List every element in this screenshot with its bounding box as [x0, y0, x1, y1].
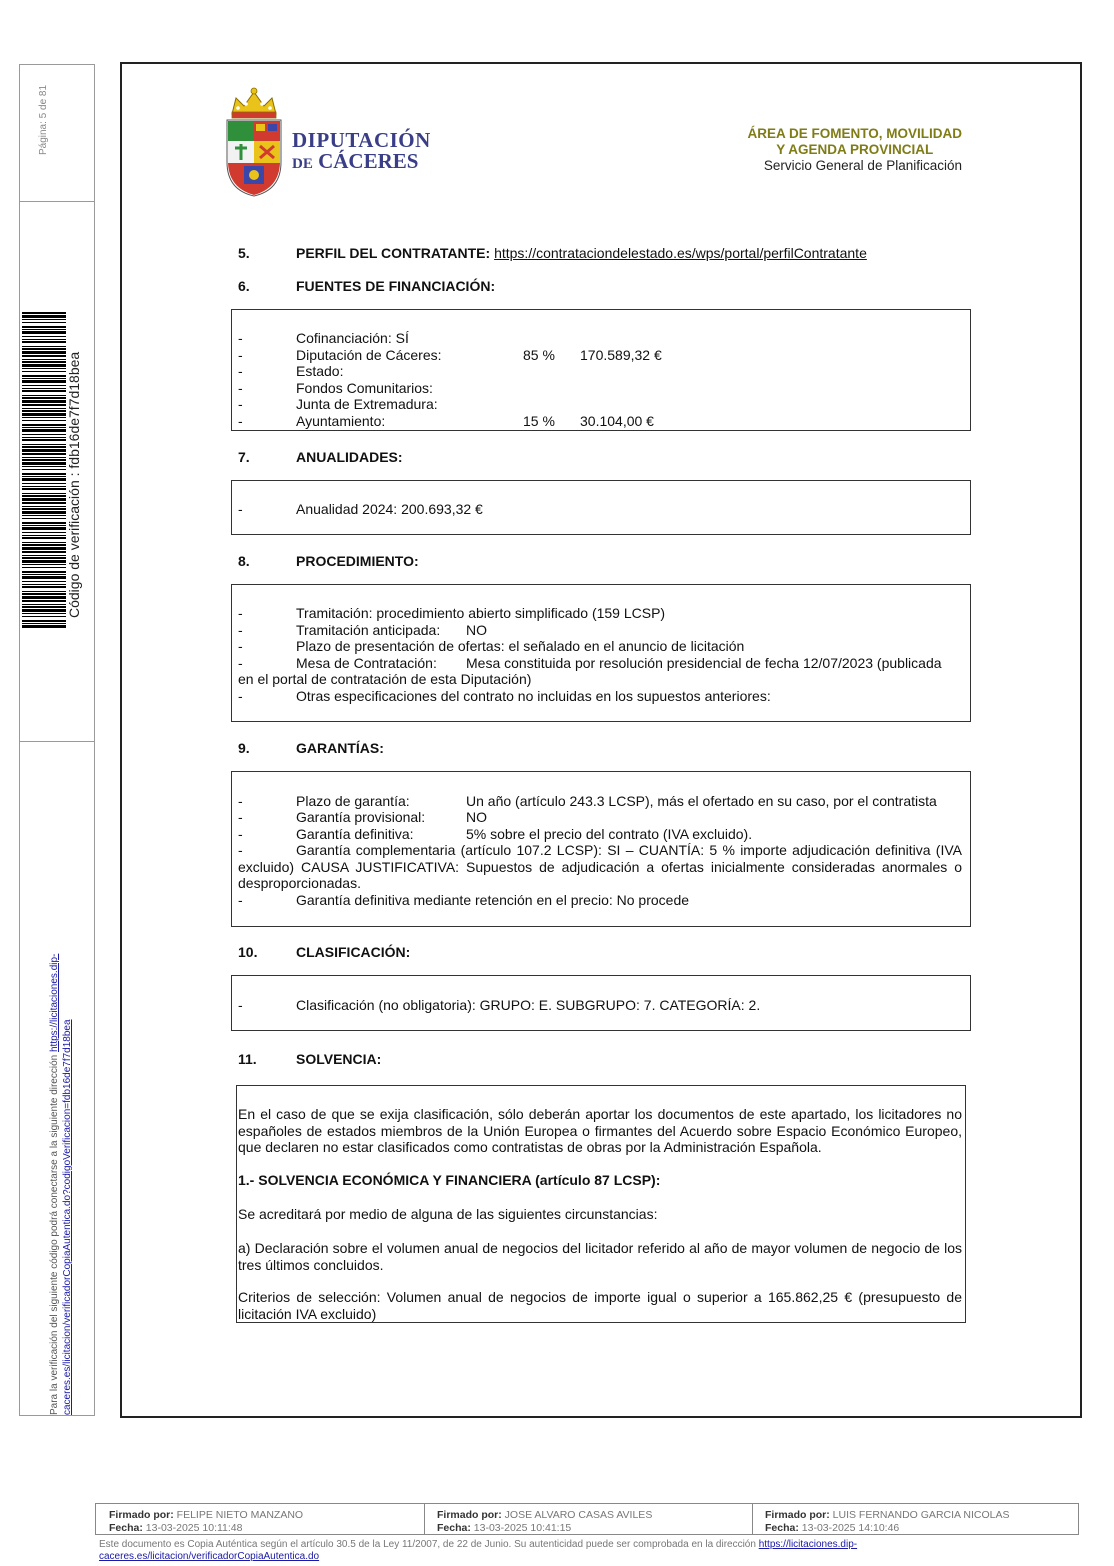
procedure-value: Mesa constituida por resolución presidencial de fecha 12/07/2023 (publicada — [466, 655, 942, 671]
logo-wordmark — [292, 128, 431, 174]
area-line-1: ÁREA DE FOMENTO, MOVILIDAD — [747, 126, 962, 141]
guarantee-label: Garantía definitiva: — [296, 826, 414, 842]
signer-name: FELIPE NIETO MANZANO — [176, 1509, 304, 1521]
section-number: 11. — [238, 1051, 257, 1067]
procedure-line: Tramitación: procedimiento abierto simplificado (159 LCSP) — [296, 605, 666, 621]
bullet-dash: - — [238, 655, 243, 671]
financing-percent: 85 % — [523, 347, 555, 363]
verification-code: Código de verificación : fdb16de7f7d18bea — [66, 351, 82, 618]
signature-date: 13-03-2025 10:11:48 — [145, 1522, 243, 1534]
procedure-label: Mesa de Contratación: — [296, 655, 437, 671]
procedure-line: Otras especificaciones del contrato no incluidas en los supuestos anteriores: — [296, 688, 771, 704]
financing-amount: 170.589,32 € — [580, 347, 662, 363]
date-label: Fecha: — [109, 1522, 143, 1534]
service-name: Servicio General de Planificación — [763, 158, 962, 173]
signature-cell — [752, 1504, 1078, 1534]
bullet-dash: - — [238, 605, 243, 621]
bullet-dash: - — [238, 380, 243, 396]
signature-cell — [424, 1504, 752, 1534]
guarantee-value: Un año (artículo 243.3 LCSP), más el ofertado en su caso, por el contratista — [466, 793, 937, 809]
financing-label: Diputación de Cáceres: — [296, 347, 442, 363]
logo-line-2 — [292, 149, 431, 174]
coat-of-arms-icon — [224, 86, 284, 198]
bullet-dash: - — [238, 842, 243, 858]
solvency-criteria: Criterios de selección: Volumen anual de negocios de importe igual o superior a 165.862,25 € (presupuesto de licitación IVA excluido) — [238, 1289, 962, 1322]
copy-verification-link[interactable]: https://licitaciones.dip-caceres.es/licitacion/verificadorCopiaAutentica.do — [99, 1539, 858, 1562]
signer-name: LUIS FERNANDO GARCIA NICOLAS — [832, 1509, 1010, 1521]
procedure-line: Plazo de presentación de ofertas: el señalado en el anuncio de licitación — [296, 638, 745, 654]
logo-de: DE — [292, 156, 313, 172]
bullet-dash: - — [238, 688, 243, 704]
section-number: 7. — [238, 449, 250, 465]
guarantee-label: Plazo de garantía: — [296, 793, 410, 809]
solvency-item-a: a) Declaración sobre el volumen anual de negocios del licitador referido al año de mayor volumen de negocio de los tres últimos concluidos. — [238, 1240, 962, 1273]
financing-label: Fondos Comunitarios: — [296, 380, 433, 396]
logo-line-1: DIPUTACIÓN — [292, 128, 431, 152]
sidebar-divider — [20, 201, 94, 202]
verification-note-text: Para la verificación del siguiente código podrá conectarse a la siguiente dirección — [49, 1054, 60, 1415]
signatures-table — [95, 1503, 1079, 1535]
section-title: SOLVENCIA: — [296, 1051, 382, 1067]
financing-amount: 30.104,00 € — [580, 413, 654, 429]
bullet-dash: - — [238, 330, 243, 346]
verification-note — [48, 954, 74, 1415]
section-title: CLASIFICACIÓN: — [296, 944, 411, 960]
financing-label: Estado: — [296, 363, 344, 379]
section-title: PERFIL DEL CONTRATANTE: — [296, 245, 491, 261]
section-title: ANUALIDADES: — [296, 449, 403, 465]
section-number: 6. — [238, 278, 250, 294]
bullet-dash: - — [238, 396, 243, 412]
bullet-dash: - — [238, 809, 243, 825]
bullet-dash: - — [238, 347, 243, 363]
copy-note-text: Este documento es Copia Auténtica según el artículo 30.5 de la Ley 11/2007, de 22 de Junio. Su autenticidad puede ser comprobada en la dirección — [99, 1539, 756, 1550]
guarantee-label: Garantía provisional: — [296, 809, 426, 825]
procedure-label: Tramitación anticipada: — [296, 622, 441, 638]
financing-label: Cofinanciación: SÍ — [296, 330, 409, 346]
bullet-dash: - — [238, 363, 243, 379]
solvency-paragraph: Se acreditará por medio de alguna de las siguientes circunstancias: — [238, 1206, 658, 1222]
signed-by-label: Firmado por: — [109, 1509, 174, 1521]
bullet-dash: - — [238, 622, 243, 638]
signed-by-label: Firmado por: — [765, 1509, 830, 1521]
signature-cell — [96, 1504, 424, 1534]
verification-link[interactable]: https://licitaciones.dip- — [49, 953, 60, 1052]
financing-label: Junta de Extremadura: — [296, 396, 438, 412]
classification-line: Clasificación (no obligatoria): GRUPO: E. SUBGRUPO: 7. CATEGORÍA: 2. — [296, 997, 761, 1013]
section-number: 10. — [238, 944, 258, 960]
signer-name: JOSE ALVARO CASAS AVILES — [504, 1509, 653, 1521]
financing-percent: 15 % — [523, 413, 555, 429]
section-number: 8. — [238, 553, 250, 569]
page-number-label: Página: 5 de 81 — [38, 84, 49, 156]
guarantee-value: NO — [466, 809, 487, 825]
area-line-2: Y AGENDA PROVINCIAL — [776, 142, 934, 157]
bullet-dash: - — [238, 638, 243, 654]
solvency-intro: En el caso de que se exija clasificación, sólo deberán aportar los documentos de este apartado, los licitadores no españoles de estados miembros de la Unión Europea o firmantes del Acuerdo sobre Espacio Económico Europeo, que declaren no estar clasificados como contratistas de obras por la Administración Española. — [238, 1106, 962, 1155]
section-title: GARANTÍAS: — [296, 740, 384, 756]
section-5-heading — [296, 245, 867, 262]
signature-date: 13-03-2025 14:10:46 — [801, 1522, 900, 1534]
bullet-dash: - — [238, 997, 243, 1013]
date-label: Fecha: — [437, 1522, 471, 1534]
signed-by-label: Firmado por: — [437, 1509, 502, 1521]
procedure-continuation: en el portal de contratación de esta Diputación) — [238, 671, 532, 687]
procedure-value: NO — [466, 622, 487, 638]
guarantee-value: 5% sobre el precio del contrato (IVA excluido). — [466, 826, 753, 842]
sidebar-divider — [20, 741, 94, 742]
section-number: 9. — [238, 740, 250, 756]
date-label: Fecha: — [765, 1522, 799, 1534]
barcode-icon — [22, 312, 66, 630]
bullet-dash: - — [238, 826, 243, 842]
perfil-contratante-link[interactable]: https://contrataciondelestado.es/wps/portal/perfilContratante — [494, 245, 867, 261]
authentic-copy-note — [99, 1539, 999, 1563]
bullet-dash: - — [238, 793, 243, 809]
department-heading — [747, 126, 962, 174]
financing-label: Ayuntamiento: — [296, 413, 386, 429]
section-title: FUENTES DE FINANCIACIÓN: — [296, 278, 496, 294]
verification-link-cont[interactable]: caceres.es/licitacion/verificadorCopiaAutentica.do?codigoVerificacion=fdb16de7f7d18bea — [62, 1019, 73, 1415]
bullet-dash: - — [238, 501, 243, 517]
guarantee-complementary: Garantía complementaria (artículo 107.2 LCSP): SI – CUANTÍA: 5 % importe adjudicación definitiva (IVA excluido) CAUSA JUSTIFICATIVA: Supuestos de adjudicación a ofertas inicialmente consideradas anormales o desproporcionadas. — [238, 842, 962, 891]
bullet-dash: - — [238, 892, 243, 908]
solvency-subtitle: 1.- SOLVENCIA ECONÓMICA Y FINANCIERA (artículo 87 LCSP): — [238, 1172, 661, 1188]
logo-caceres: CÁCERES — [318, 149, 419, 173]
page-number — [38, 85, 49, 155]
guarantee-line: Garantía definitiva mediante retención en el precio: No procede — [296, 892, 690, 908]
section-number: 5. — [238, 245, 250, 261]
annuity-line: Anualidad 2024: 200.693,32 € — [296, 501, 483, 517]
bullet-dash: - — [238, 413, 243, 429]
signature-date: 13-03-2025 10:41:15 — [473, 1522, 572, 1534]
section-title: PROCEDIMIENTO: — [296, 553, 419, 569]
